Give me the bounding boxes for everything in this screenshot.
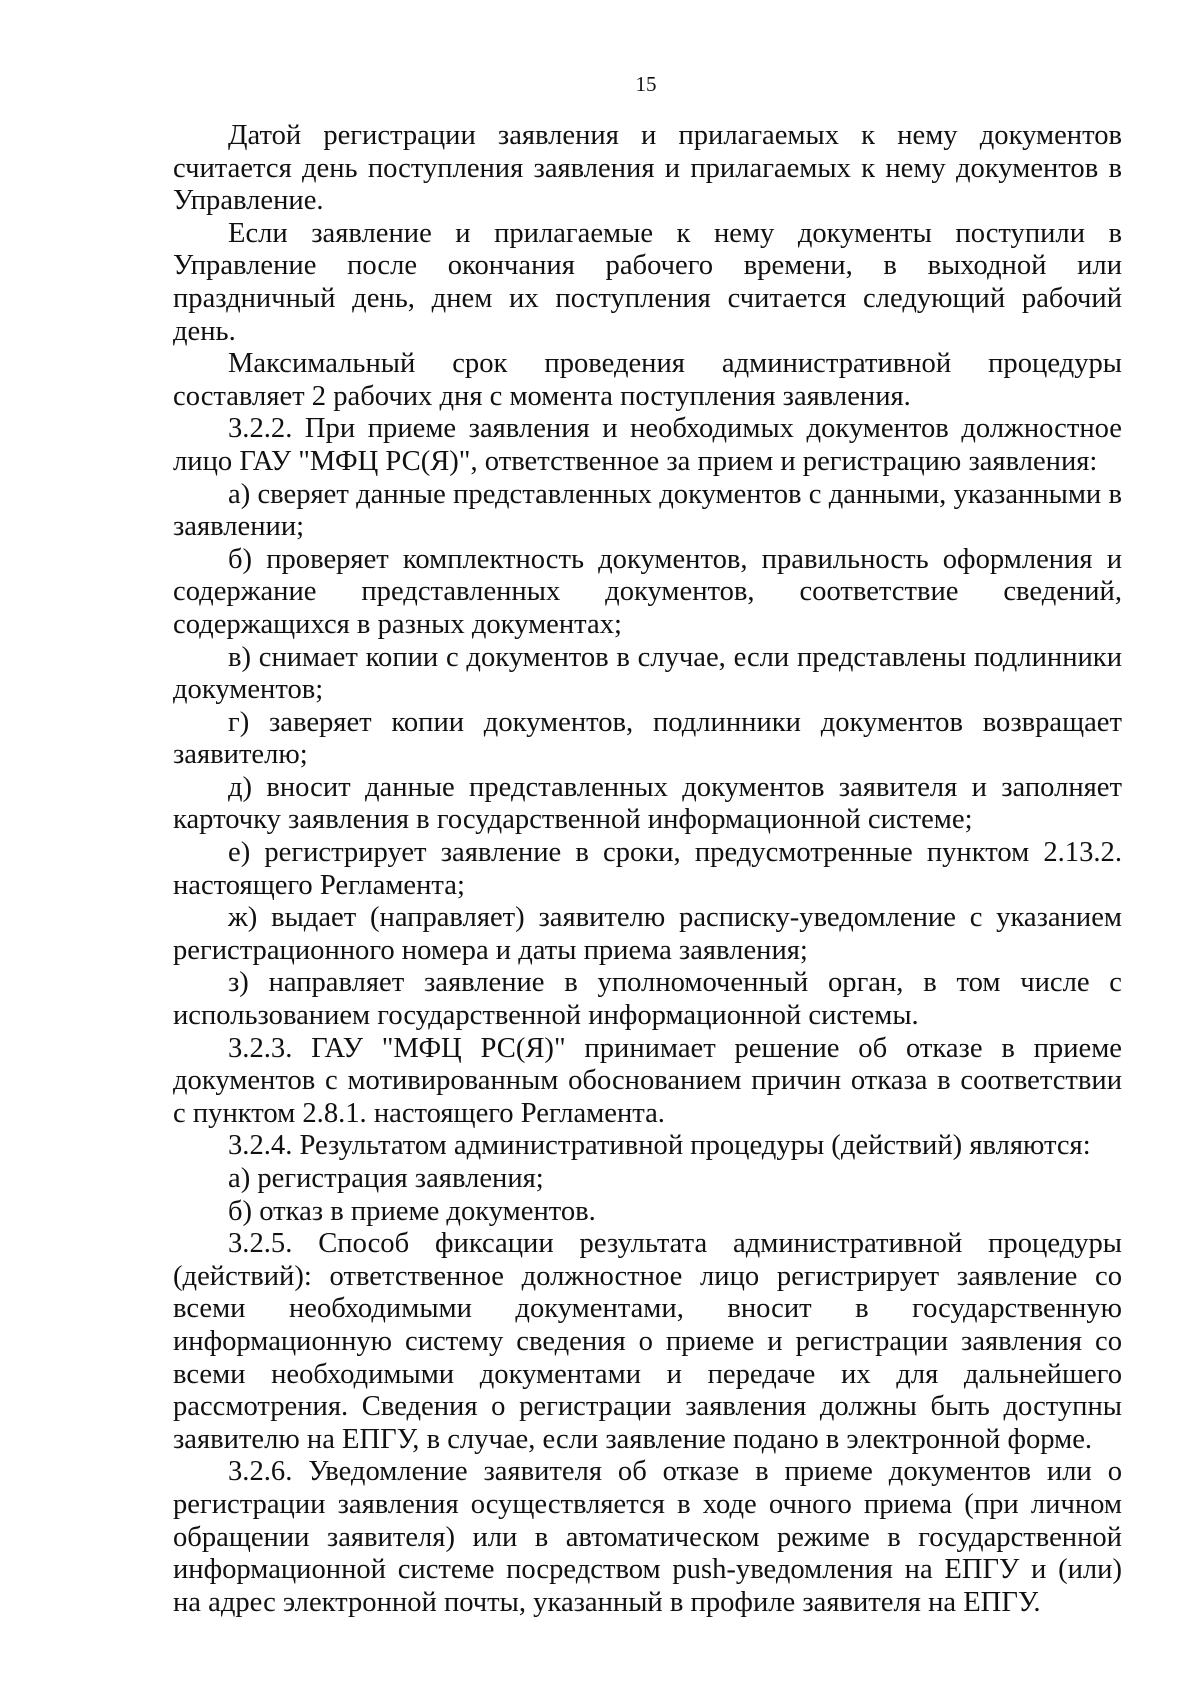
list-item-zh: ж) выдает (направляет) заявителю расписку-уведомление с указанием регистрационного номера и даты приема заявления; xyxy=(173,902,1122,966)
list-item-a: а) сверяет данные представленных документов с данными, указанными в заявлении; xyxy=(173,478,1122,543)
paragraph-3-2-3: 3.2.3. ГАУ "МФЦ РС(Я)" принимает решение об отказе в приеме документов с мотивированным обоснованием причин отказа в соответствии с пунктом 2.8.1. настоящего Регламента. xyxy=(173,1032,1122,1129)
result-item-a: а) регистрация заявления; xyxy=(228,1163,544,1194)
list-item-g: г) заверяет копии документов, подлинники документов возвращает заявителю; xyxy=(173,706,1122,771)
paragraph-registration-date: Датой регистрации заявления и прилагаемых к нему документов считается день поступления заявления и прилагаемых к нему документов в Управление. xyxy=(173,120,1122,217)
paragraph-3-2-5: 3.2.5. Способ фиксации результата административной процедуры (действий): ответственное должностное лицо регистрирует заявление со всеми необходимыми документами, вносит в государственную информационную систему сведения о приеме и регистрации заявления со всеми необходимыми документами и передаче их для дальнейшего рассмотрения. Сведения о регистрации заявления должны быть доступны заявителю на ЕПГУ, в случае, если заявление подано в электронной форме. xyxy=(173,1228,1122,1455)
list-item-d: д) вносит данные представленных документов заявителя и заполняет карточку заявления в государственной информационной системе; xyxy=(173,771,1122,836)
list-item-z: з) направляет заявление в уполномоченный орган, в том числе с использованием государственной информационной системы. xyxy=(173,967,1122,1032)
paragraph-max-term: Максимальный срок проведения административной процедуры составляет 2 рабочих дня с момента поступления заявления. xyxy=(173,348,1122,412)
result-item-b: б) отказ в приеме документов. xyxy=(228,1195,596,1227)
list-item-b: б) проверяет комплектность документов, правильность оформления и содержание представленных документов, соответствие сведений, содержащихся в разных документах; xyxy=(173,543,1122,640)
list-item-v: в) снимает копии с документов в случае, если представлены подлинники документов; xyxy=(173,641,1122,706)
page-number: 15 xyxy=(635,72,657,96)
paragraph-3-2-4: 3.2.4. Результатом административной процедуры (действий) являются: xyxy=(228,1130,1091,1162)
document-body xyxy=(173,120,1122,1619)
paragraph-3-2-6: 3.2.6. Уведомление заявителя об отказе в приеме документов или о регистрации заявления осуществляется в ходе очного приема (при личном обращении заявителя) или в автоматическом режиме в государственной информационной системе посредством push-уведомления на ЕПГУ и (или) на адрес электронной почты, указанный в профиле заявителя на ЕПГУ. xyxy=(173,1456,1122,1618)
paragraph-after-hours: Если заявление и прилагаемые к нему документы поступили в Управление после окончания рабочего времени, в выходной или праздничный день, днем их поступления считается следующий рабочий день. xyxy=(173,217,1122,347)
paragraph-3-2-2: 3.2.2. При приеме заявления и необходимых документов должностное лицо ГАУ "МФЦ РС(Я)", ответственное за прием и регистрацию заявления: xyxy=(173,413,1122,477)
list-item-e: е) регистрирует заявление в сроки, предусмотренные пунктом 2.13.2. настоящего Регламента; xyxy=(173,837,1122,901)
